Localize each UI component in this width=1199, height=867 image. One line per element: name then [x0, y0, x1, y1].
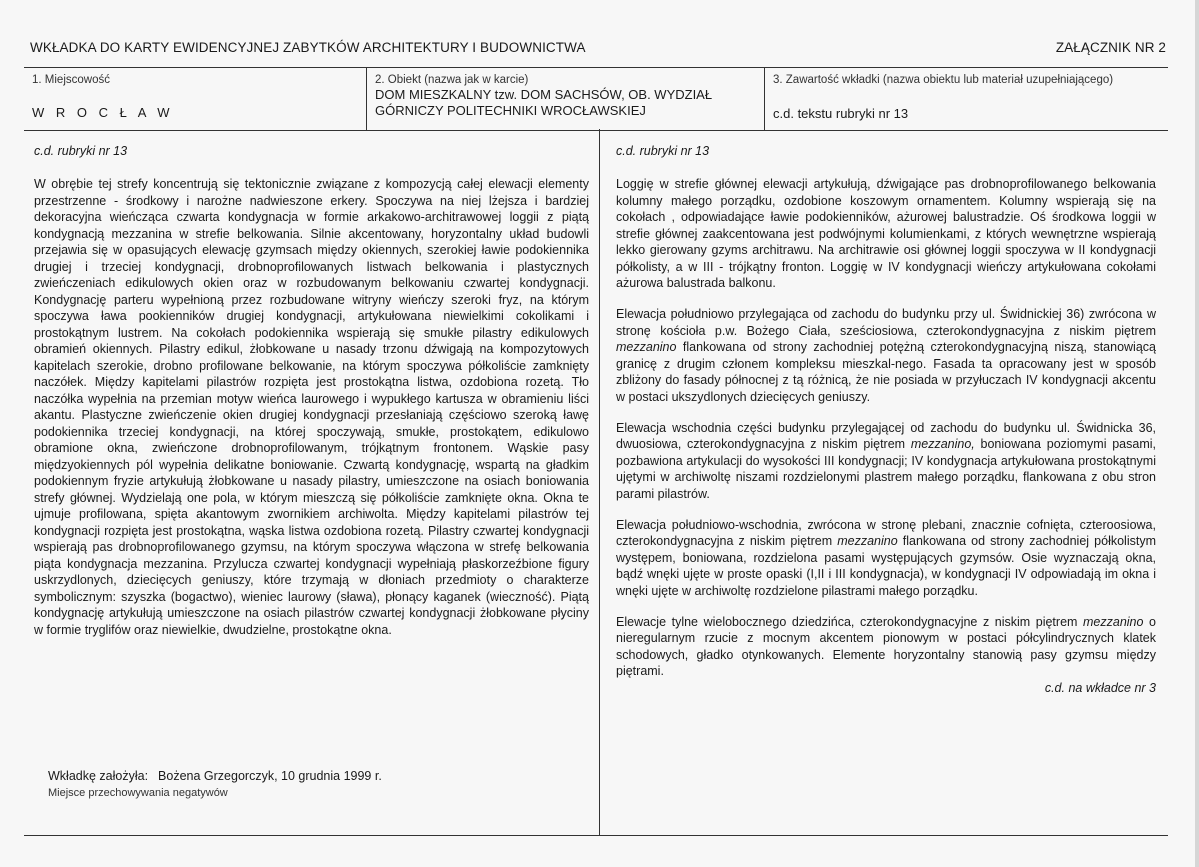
paragraph	[616, 420, 1156, 503]
text-run: flankowana od strony zachodniej półkolistym występem, boniowana, rozdzielona pasami występujących gzymsów. Osie wyznaczają okna, bądź wnęki ujęte w proste opaski (I,II i III kondygnacja), w kondygnacji IV odpowiadają im okna i wnęki ujęte w archiwoltę rozdzielone pilastrami małego porządku.	[616, 534, 1156, 598]
continuation-note: c.d. na wkładce nr 3	[1044, 680, 1156, 695]
emphasis: mezzanino	[616, 340, 677, 354]
identification-fields	[24, 67, 1168, 131]
card-header	[30, 40, 1166, 55]
text-run: flankowana od strony zachodniej potężną czterokondygnacyjną niszą, stanowiącą granicę z drugim członem kompleksu mieszkal-nego. Fasada ta opracowany jest w sposób zbliżony do fasady północnej z tą różnicą, że nie posiada w przyłuczach IV kondygnacji akcentu w postaci ukszydlonych dziecięcych geniuszy.	[616, 340, 1156, 404]
text-run: boniowana poziomymi pasami, pozbawiona artykulacji do wysokości III kondygnacji; IV kondygnacja artykułowana prostokątnymi ujętymi w archiwoltę niszami rozdzielonymi plastrem małego porządku, flankowana z obu stron parami pilastrów.	[616, 437, 1156, 501]
object-value: DOM MIESZKALNY tzw. DOM SACHSÓW, OB. WYDZIAŁ GÓRNICZY POLITECHNIKI WROCŁAWSKIEJ	[375, 87, 713, 118]
paragraph: W obrębie tej strefy koncentrują się tektonicznie związane z kompozycją całej elewacji elementy przestrzenne - środkowy i narożne nadwieszone erkery. Spoczywa na niej lżejsza i bardziej dekoracyjna wieńcząca czwarta kondygnacja w formie arkakowo-architrawowej loggii z piątą kondygnacją mezzanina w strefie belkowania. Silnie akcentowany, horyzontalny układ budowli przejawia się w opasujących elewację gzymsach między okiennych, szerokiej ławie podokiennika drugiej i trzeciej kondygnacji, drobnoprofilowanych listwach belkowania i plastycznych zwieńczeniach edikulowych okien oraz w rozbudowanym belkowaniu czwartej kondygnacji. Kondygnację parteru wypełnioną przez rozbudowane witryny wieńczy szeroki fryz, na którym spoczywa ława pookienników drugiej kondygnacji, artykułowana niewielkimi cokolikami i prostokątnym lustrem. Na cokołach podokiennika wspierają się smukłe pilastry edikulowych obramień okiennych. Pilastry edikul, żłobkowane u nasady trzonu dźwigają na kompozytowych kapitelach szerokie, drobno profilowane belkowanie, na którym spoczywa półkoliście zamknięty naczółek. Między kapitelami pilastrów rozpięta jest prostokątna listwa, ozdobiona rozetą. Tło naczółka wypełnia na przemian motyw wieńca laurowego i wypukłego kartusza w obramieniu liści akantu. Plastyczne zwieńczenie okien drugiej kondygnacji przesłaniają częściowo szeroką ławę podokiennika trzeciej kondygnacji, na której spoczywają, smukłe, prostokątem, edikulowo obramione okna, zwieńczone drobnoprofilowanym, trójkątnym frontonem. Wąskie pasy międzyokiennych pól wypełnia delikatne boniowanie. Czwartą kondygnację, wspartą na gładkim podokiennym fryzie artykułują żłobkowane u nasady pilastry, umieszczone na osiach boniowania strefy głównej. Wydzielają one pola, w którym mieszczą się półkoliście zamknięte okna. Okna te ujmuje profilowana, spięta akantowym zwornikiem archiwolta. Między kapitelami pilastrów tej kondygnacji rozpięta jest prostokątna, wąska listwa ozdobiona rozetą. Pilastry czwartej kondygnacji wspierają pas drobnoprofilowanego gzymsu, na którym spoczywa włączona w strefę belkowania piąta kondygnacja mezzanina. Przylucza czwartej kondygnacji wypełniają płaskorzeźbione figury uskrzydlonych, dziecięcych geniuszy, które trzymają w dłoniach przedmioty o charakterze symbolicznym: szyszka (bogactwo), wieniec laurowy (sława), płonący kaganek (wieczność). Piątą kondygnację artykułują umieszczone na osiach pilastrów czwartej kondygnacji żłobkowane płyciny w formie tryglifów oraz niewielkie, dwudzielne, prostokątne okna.	[34, 177, 589, 637]
card-edge	[1195, 0, 1199, 867]
paragraph: Loggię w strefie głównej elewacji artykułują, dźwigające pas drobnoprofilowanego belkowania kolumny małego porządku, ozdobione koszowym ornamentem. Kolumny wspierają się na cokołach , odpowiadające ławie podokienników, ażurowej balustradzie. Oś środkowa loggii w strefie głównej zaakcentowana jest podwójnymi kolumienkami, z których wewnętrzne wspierają lekko gierowany gzyms architrawu. Na architrawie osi głównej loggii spoczywa w II kondygnacji półkolisty, a w III - trójkątny fronton. Loggię w IV kondygnacji wieńczy artykułowana cokołami ażurowa balustrada balkonu.	[616, 177, 1156, 290]
author-value: Bożena Grzegorczyk, 10 grudnia 1999 r.	[158, 769, 382, 783]
contents-field	[764, 68, 1168, 130]
locality-field	[24, 68, 366, 130]
section-reference: c.d. rubryki nr 13	[616, 144, 710, 158]
right-column	[600, 129, 1168, 835]
text-run: Elewacja południowo przylegająca od zachodu do budynku przy ul. Świdnickiej 36) zwrócona w stronę kościoła p.w. Bożego Ciała, sześciosiowa, czterokondygnacyjna z niskim piętrem	[616, 307, 1156, 338]
paragraph	[616, 517, 1156, 600]
emphasis: mezzanino,	[910, 437, 975, 451]
continuation-row	[616, 680, 1156, 697]
paragraph	[616, 614, 1156, 680]
text-run: o nieregularnym rzucie z mocnym akcentem pionowym w postaci półcylindrycznych klatek schodowych, gładko otynkowanych. Elemente horyzontalny stanowią pasy gzymsu między piętrami.	[616, 614, 1156, 678]
annex-number: ZAŁĄCZNIK NR 2	[1055, 40, 1166, 55]
object-label: 2. Obiekt (nazwa jak w karcie)	[375, 74, 529, 86]
locality-label: 1. Miejscowość	[32, 74, 110, 86]
description-body	[24, 129, 1168, 836]
emphasis: mezzanino	[837, 534, 898, 548]
emphasis: mezzanino	[1083, 614, 1144, 629]
author-label: Wkładkę założyła:	[48, 769, 149, 783]
contents-value: c.d. tekstu rubryki nr 13	[773, 106, 909, 121]
signature-block	[48, 769, 382, 799]
text-run: Elewacja południowo-wschodnia, zwrócona w stronę plebani, znacznie cofnięta, czteroosiowa, czterokondygnacyjna z niskim piętrem	[616, 517, 1156, 548]
card-title: WKŁADKA DO KARTY EWIDENCYJNEJ ZABYTKÓW ARCHITEKTURY I BUDOWNICTWA	[30, 40, 586, 55]
left-column	[24, 129, 600, 835]
text-run: Elewacje tylne wielobocznego dziedzińca, czterokondygnacyjne z niskim piętrem	[616, 614, 1084, 629]
locality-value: W R O C Ł A W	[32, 105, 174, 120]
object-field	[366, 68, 764, 130]
text-run: Elewacja wschodnia części budynku przylegającej od zachodu do budynku ul. Świdnicka 36, dwuosiowa, czterokondygnacyjna z niskim piętrem	[616, 420, 1156, 451]
paragraph	[616, 306, 1156, 405]
contents-label: 3. Zawartość wkładki (nazwa obiektu lub materiał uzupełniającego)	[773, 74, 1114, 86]
negatives-label: Miejsce przechowywania negatywów	[48, 787, 228, 799]
section-reference: c.d. rubryki nr 13	[34, 144, 128, 158]
